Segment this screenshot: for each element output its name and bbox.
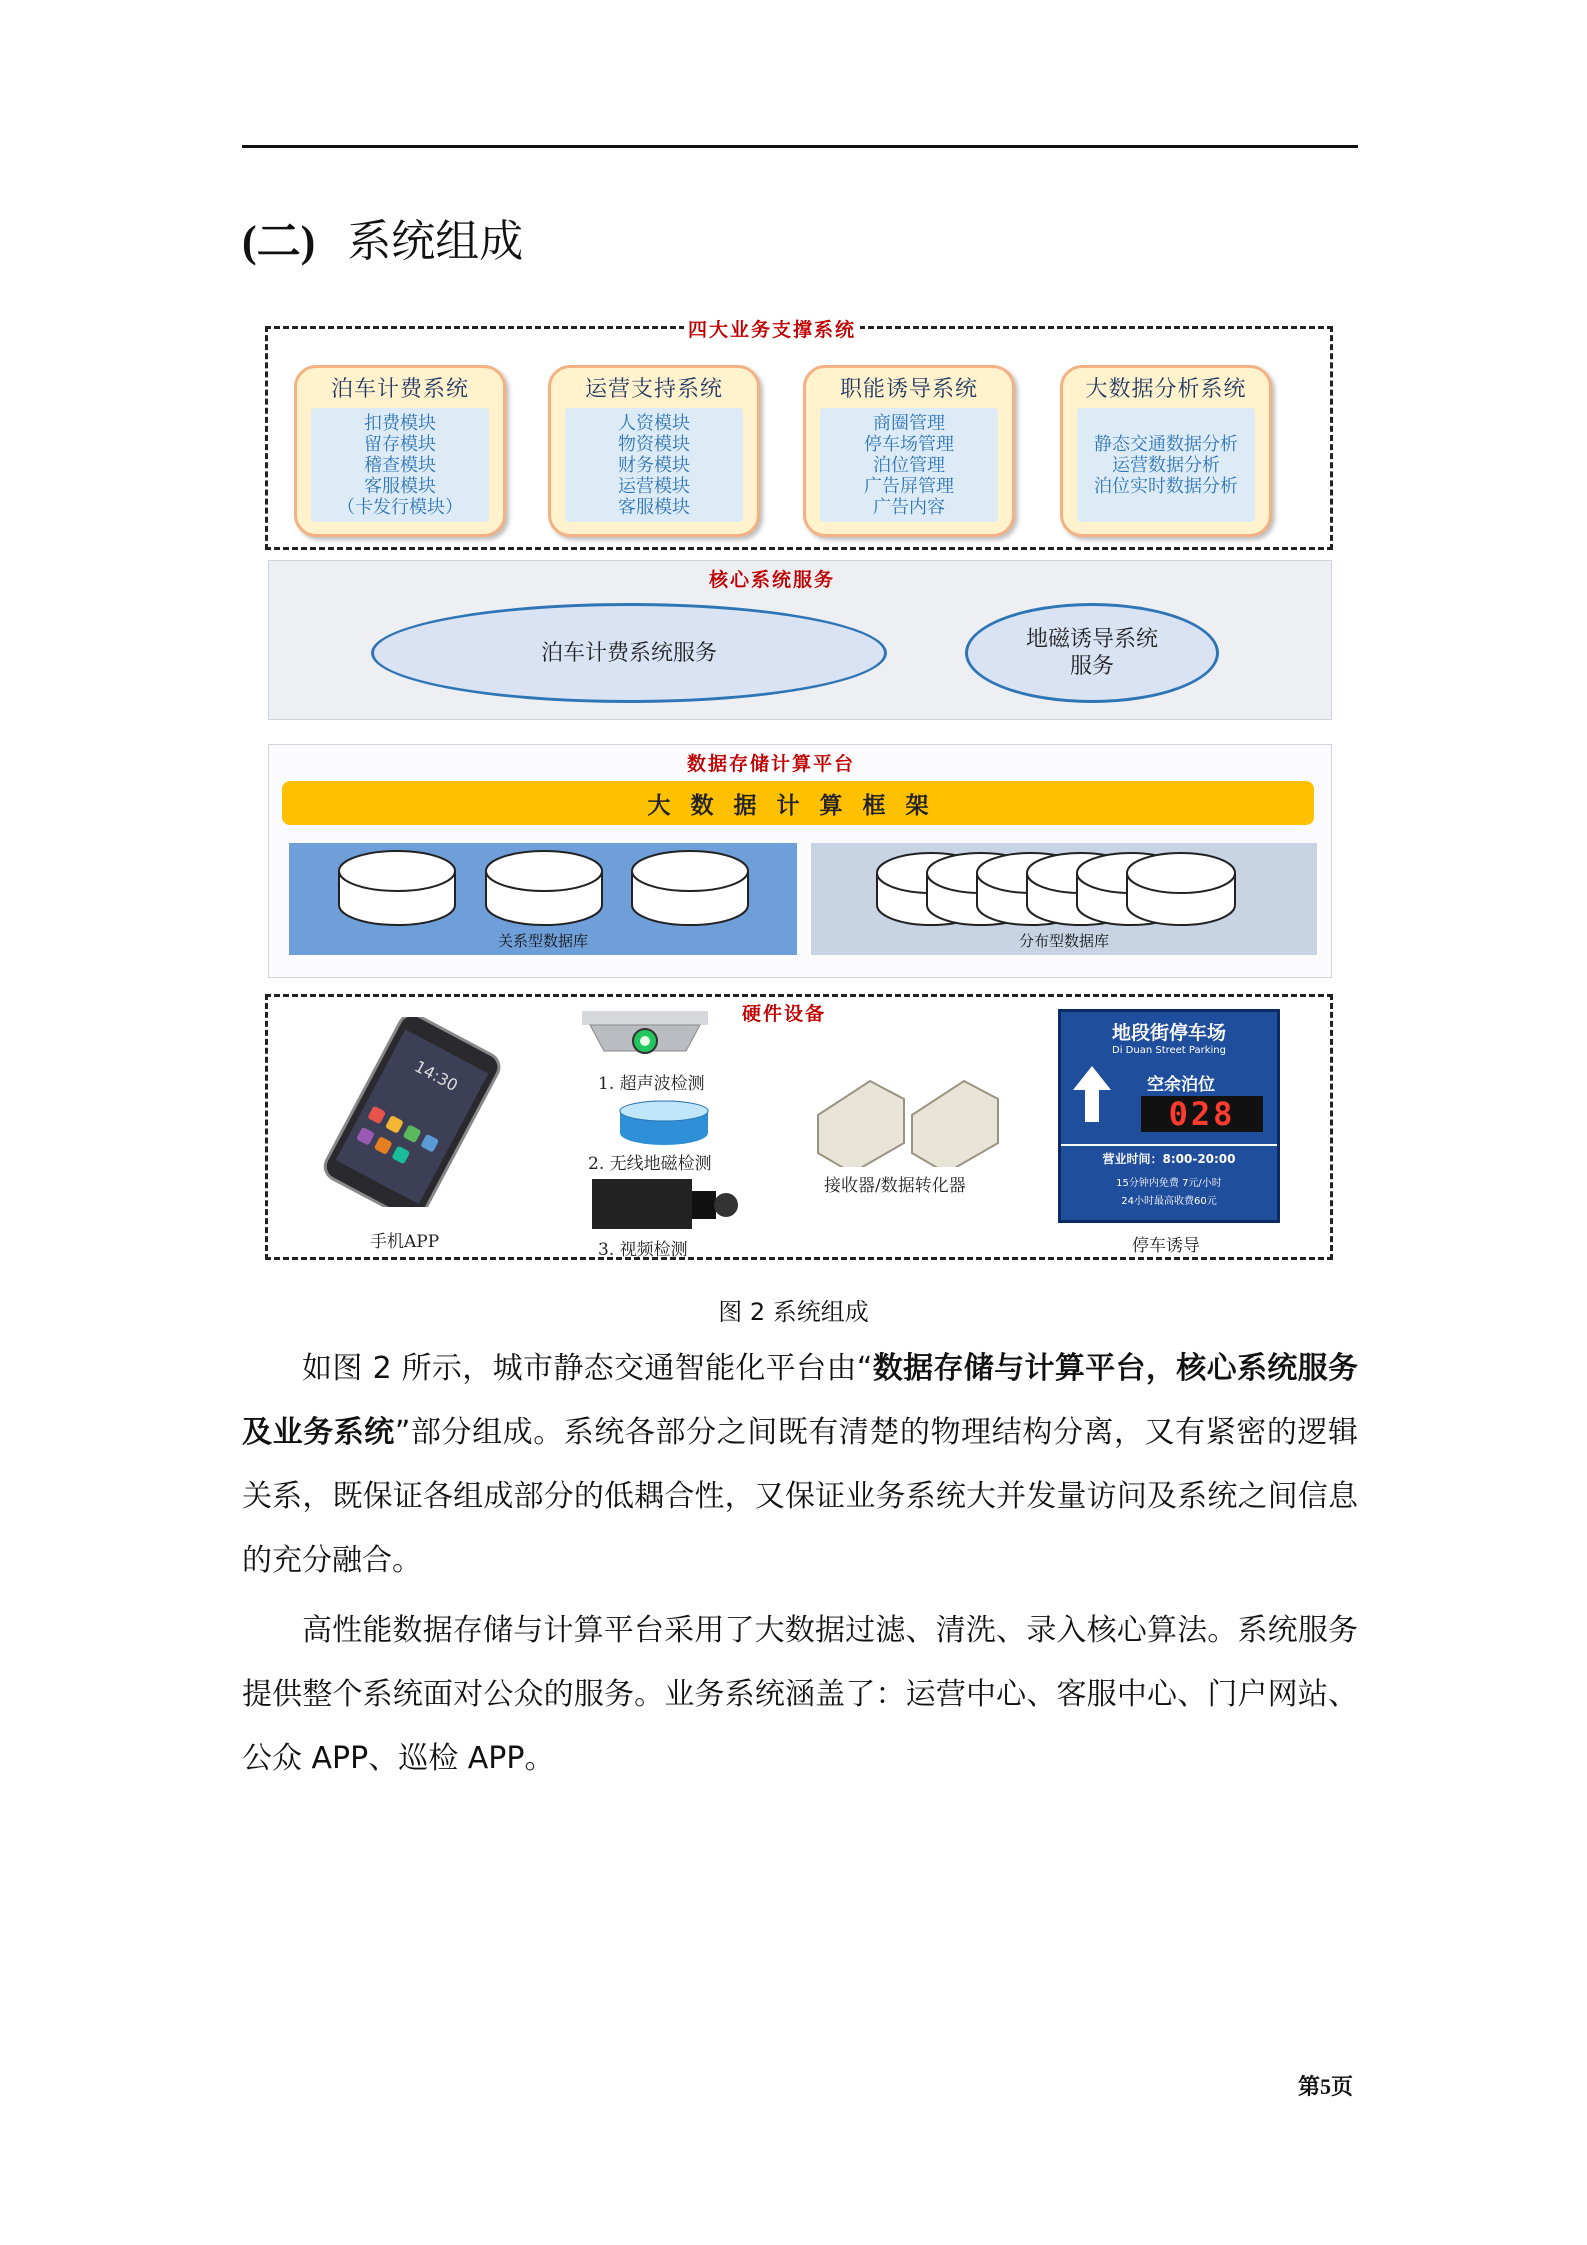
business-card-guidance [803, 365, 1015, 537]
system-composition-figure [265, 319, 1333, 1261]
video-camera-icon [588, 1173, 738, 1237]
arrow-up-icon [1071, 1064, 1113, 1128]
hardware-layer [265, 994, 1333, 1260]
card-title: 大数据分析系统 [1085, 377, 1247, 402]
module-item: 运营模块 [618, 475, 690, 497]
storage-compute-layer [268, 744, 1332, 978]
distributed-db-panel [811, 843, 1317, 955]
card-title: 职能诱导系统 [839, 377, 978, 402]
distributed-db-label: 分布型数据库 [1018, 932, 1109, 950]
phone-app-caption: 手机APP [370, 1232, 440, 1252]
geomagnetic-detector-icon [616, 1097, 712, 1151]
detector-caption-video: 3. 视频检测 [598, 1240, 688, 1260]
module-item: 客服模块 [618, 496, 690, 518]
business-layer-title: 四大业务支撑系统 [684, 315, 860, 342]
module-item: 物资模块 [618, 433, 690, 455]
module-item: 广告内容 [873, 496, 945, 518]
module-item: 财务模块 [618, 454, 690, 476]
business-layer [265, 319, 1333, 550]
relational-db-panel [289, 843, 797, 955]
sign-name-en: Di Duan Street Parking [1112, 1045, 1226, 1056]
module-item: （卡发行模块） [337, 496, 463, 518]
sign-vacancy-label: 空余泊位 [1147, 1075, 1215, 1095]
sign-fee-line1: 15分钟内免费 7元/小时 [1116, 1178, 1222, 1189]
paragraph-bold-text: 数据存储与计算平台，核心系统服务及业务系统 [242, 1351, 1359, 1450]
core-services-layer [268, 560, 1332, 720]
module-item: 泊位实时数据分析 [1094, 475, 1238, 497]
svg-text:14:30: 14:30 [411, 1056, 461, 1096]
header-rule [242, 145, 1358, 148]
paragraph-text: ”部分组成。系统各部分之间既有清楚的物理结构分离，又有紧密的逻辑关系，既保证各组成部分的低耦合性，又保证业务系统大并发量访问及系统之间信息的充分融合。 [242, 1415, 1358, 1578]
relational-db-label: 关系型数据库 [497, 932, 588, 950]
smartphone-icon [298, 1017, 538, 1207]
geomagnetic-guidance-service-ellipse: 地磁诱导系统 服务 [965, 603, 1219, 703]
parking-billing-service-ellipse: 泊车计费系统服务 [371, 603, 887, 703]
module-item: 泊位管理 [873, 454, 945, 476]
hardware-layer-title: 硬件设备 [738, 999, 830, 1026]
body-paragraph-2: 高性能数据存储与计算平台采用了大数据过滤、清洗、录入核心算法。系统服务提供整个系统面对公众的服务。业务系统涵盖了：运营中心、客服中心、门户网站、公众 APP、巡检 APP。 [242, 1613, 1358, 1776]
body-paragraph-1 [242, 1337, 1358, 1593]
module-item: 停车场管理 [864, 433, 954, 455]
sign-fee-line2: 24小时最高收费60元 [1121, 1196, 1217, 1207]
module-item: 留存模块 [364, 433, 436, 455]
module-item: 商圈管理 [873, 412, 945, 434]
detector-caption-geomagnetic: 2. 无线地磁检测 [588, 1154, 712, 1174]
card-title: 泊车计费系统 [330, 377, 469, 402]
module-item: 扣费模块 [364, 412, 436, 434]
sign-hours: 营业时间：8:00-20:00 [1102, 1152, 1236, 1166]
module-item: 广告屏管理 [864, 475, 954, 497]
parking-guidance-caption: 停车诱导 [1132, 1236, 1200, 1256]
business-card-operations-support [548, 365, 760, 537]
module-item: 运营数据分析 [1112, 454, 1220, 476]
business-card-parking-billing [294, 365, 506, 537]
receiver-device-icon [812, 1071, 1012, 1167]
module-item: 客服模块 [364, 475, 436, 497]
card-title: 运营支持系统 [584, 377, 723, 402]
figure-caption: 图 2 系统组成 [718, 1298, 869, 1326]
module-item: 静态交通数据分析 [1094, 433, 1238, 455]
receiver-caption: 接收器/数据转化器 [824, 1176, 966, 1196]
core-layer-title: 核心系统服务 [709, 569, 836, 591]
business-card-big-data-analysis [1060, 365, 1272, 537]
section-heading [242, 205, 523, 269]
module-item: 稽查模块 [364, 454, 436, 476]
page-number: 第5页 [1298, 2074, 1354, 2099]
sign-name-cn: 地段街停车场 [1111, 1022, 1226, 1044]
section-title: 系统组成 [347, 216, 524, 267]
paragraph-text: 如图 2 所示，城市静态交通智能化平台由“ [302, 1351, 873, 1386]
storage-layer-title: 数据存储计算平台 [687, 753, 856, 775]
ultrasonic-detector-icon [580, 1009, 710, 1065]
module-item: 人资模块 [618, 412, 690, 434]
parking-guidance-sign [1058, 1009, 1280, 1223]
big-data-framework-bar: 大数据计算框架 [282, 781, 1314, 825]
sign-vacancy-count: 028 [1141, 1096, 1263, 1132]
detector-caption-ultrasonic: 1. 超声波检测 [598, 1074, 705, 1094]
section-number: (二) [242, 217, 316, 266]
